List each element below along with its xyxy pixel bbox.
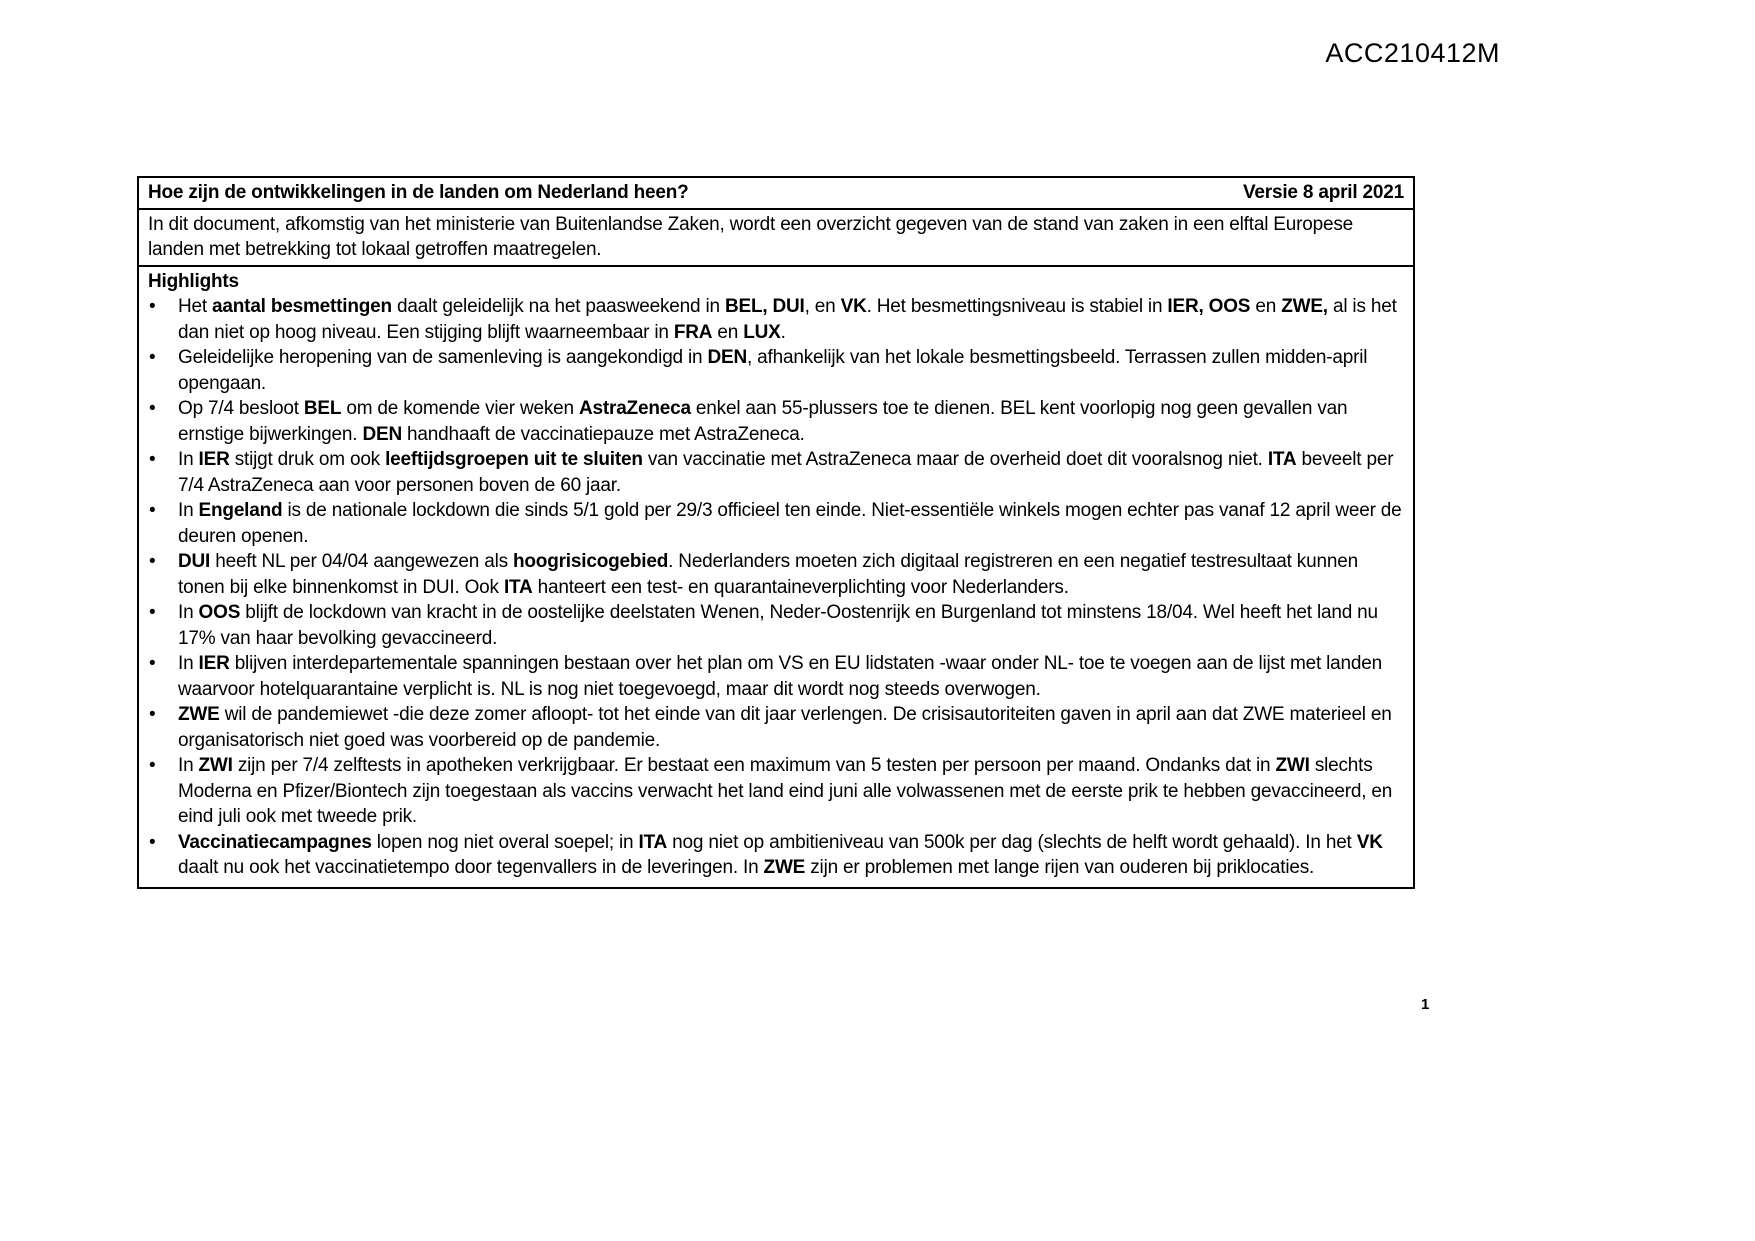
intro-row (139, 208, 1413, 265)
highlight-bullet: • In ZWI zijn per 7/4 zelftests in apotheken verkrijgbaar. Er bestaat een maximum van 5 testen per persoon per maand. Ondanks dat in ZWI slechts Moderna en Pfizer/Biontech zijn toegestaan als vaccins verwacht het land eind juni alle volwassenen met de eerste prik te hebben gevaccineerd, en eind juli ook met tweede prik. (148, 753, 1404, 830)
highlight-bullet: • Vaccinatiecampagnes lopen nog niet overal soepel; in ITA nog niet op ambitieniveau van 500k per dag (slechts de helft wordt gehaald). In het VK daalt nu ook het vaccinatietempo door tegenvallers in de leveringen. In ZWE zijn er problemen met lange rijen van ouderen bij priklocaties. (148, 830, 1404, 881)
highlights-list (148, 294, 1404, 881)
report-table (137, 176, 1415, 889)
highlight-bullet: • In OOS blijft de lockdown van kracht in de oostelijke deelstaten Wenen, Neder-Oostenrijk en Burgenland tot minstens 18/04. Wel heeft het land nu 17% van haar bevolking gevaccineerd. (148, 600, 1404, 651)
highlight-bullet: • In Engeland is de nationale lockdown die sinds 5/1 gold per 29/3 officieel ten einde. Niet-essentiële winkels mogen echter pas vanaf 12 april weer de deuren openen. (148, 498, 1404, 549)
highlights-row (139, 265, 1413, 887)
highlight-bullet: • Op 7/4 besloot BEL om de komende vier weken AstraZeneca enkel aan 55-plussers toe te dienen. BEL kent voorlopig nog geen gevallen van ernstige bijwerkingen. DEN handhaaft de vaccinatiepauze met AstraZeneca. (148, 396, 1404, 447)
version-label: Versie 8 april 2021 (1243, 182, 1404, 203)
table-header-row (139, 178, 1413, 208)
highlight-bullet: • Geleidelijke heropening van de samenleving is aangekondigd in DEN, afhankelijk van het lokale besmettingsbeeld. Terrassen zullen midden-april opengaan. (148, 345, 1404, 396)
highlight-bullet: • Het aantal besmettingen daalt geleidelijk na het paasweekend in BEL, DUI, en VK. Het besmettingsniveau is stabiel in IER, OOS en ZWE, al is het dan niet op hoog niveau. Een stijging blijft waarneembaar in FRA en LUX. (148, 294, 1404, 345)
table-title: Hoe zijn de ontwikkelingen in de landen om Nederland heen? (148, 182, 689, 203)
intro-text: In dit document, afkomstig van het ministerie van Buitenlandse Zaken, wordt een overzicht gegeven van de stand van zaken in een elftal Europese landen met betrekking tot lokaal getroffen maatregelen. (148, 213, 1354, 260)
document-code: ACC210412M (1325, 38, 1500, 68)
highlight-bullet: • In IER stijgt druk om ook leeftijdsgroepen uit te sluiten van vaccinatie met AstraZeneca maar de overheid doet dit vooralsnog niet. ITA beveelt per 7/4 AstraZeneca aan voor personen boven de 60 jaar. (148, 447, 1404, 498)
highlight-bullet: • In IER blijven interdepartementale spanningen bestaan over het plan om VS en EU lidstaten -waar onder NL- toe te voegen aan de lijst met landen waarvoor hotelquarantaine verplicht is. NL is nog niet toegevoegd, maar dit wordt nog steeds overwogen. (148, 651, 1404, 702)
page-number: 1 (1421, 996, 1430, 1013)
highlight-bullet: • ZWE wil de pandemiewet -die deze zomer afloopt- tot het einde van dit jaar verlengen. De crisisautoriteiten gaven in april aan dat ZWE materieel en organisatorisch niet goed was voorbereid op de pandemie. (148, 702, 1404, 753)
highlight-bullet: • DUI heeft NL per 04/04 aangewezen als hoogrisicogebied. Nederlanders moeten zich digitaal registreren en een negatief testresultaat kunnen tonen bij elke binnenkomst in DUI. Ook ITA hanteert een test- en quarantaineverplichting voor Nederlanders. (148, 549, 1404, 600)
highlights-heading: Highlights (148, 270, 239, 292)
